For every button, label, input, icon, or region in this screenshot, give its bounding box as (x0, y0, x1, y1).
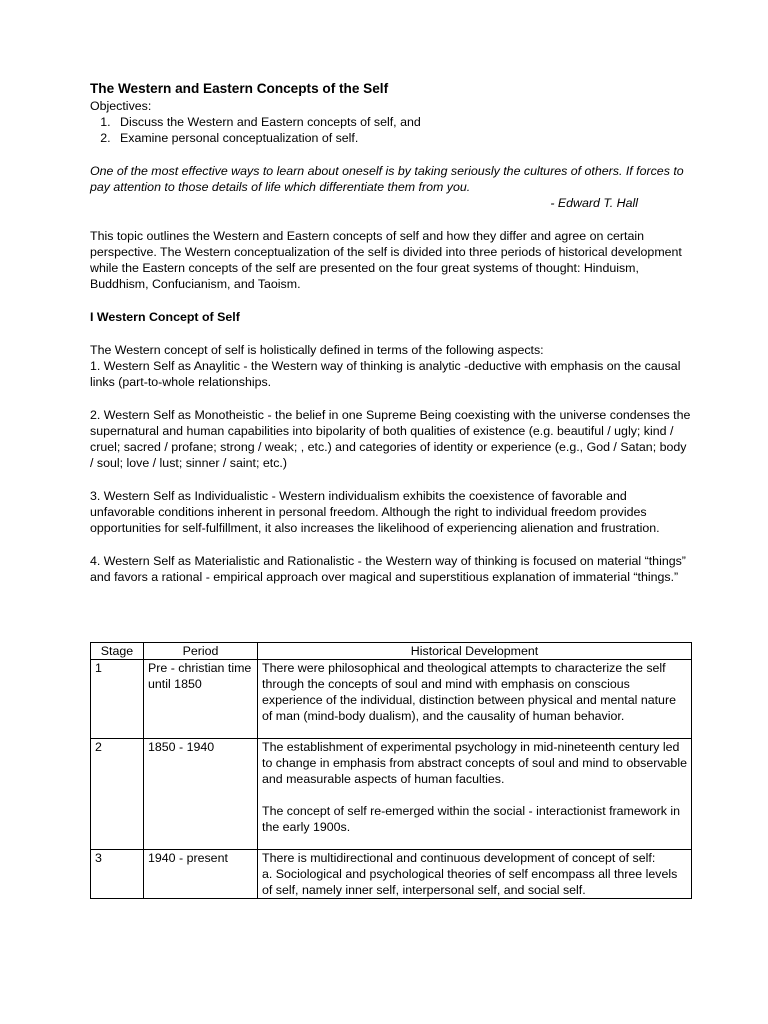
development-cell (258, 660, 692, 739)
column-header-period: Period (144, 643, 258, 660)
objectives-label: Objectives: (90, 99, 152, 113)
objective-item: 2. Examine personal conceptualization of self. (114, 130, 692, 146)
aspect-paragraph: 2. Western Self as Monotheistic - the belief in one Supreme Being coexisting with the universe condenses the supernatural and human capabilities into bipolarity of both qualities of existence (e.g. beautiful / ugly; kind / cruel; sacred / profane; strong / weak; , etc.) and categories of identity or experience (e.g., God / Satan; body / soul; love / lust; sinner / saint; etc.) (90, 408, 691, 470)
development-text: There were philosophical and theological attempts to characterize the self through the concepts of soul and mind with emphasis on conscious experience of the individual, distinction between physical and mental nature of man (mind-body dualism), and the causality of human behavior. (262, 661, 676, 723)
table-header-row (91, 643, 692, 660)
document-page (90, 80, 692, 897)
development-text: There is multidirectional and continuous development of concept of self: (262, 851, 656, 865)
development-text: a. Sociological and psychological theories of self encompass all three levels of self, namely inner self, interpersonal self, and social self. (262, 867, 678, 897)
table-row (91, 850, 692, 899)
aspect-paragraph: 1. Western Self as Anaylitic - the Western way of thinking is analytic -deductive with emphasis on the causal links (part-to-whole relationships. (90, 359, 681, 389)
section-intro: The Western concept of self is holistically defined in terms of the following aspects: (90, 343, 544, 357)
development-text: The establishment of experimental psychology in mid-nineteenth century led to change in emphasis from abstract concepts of soul and mind to observable and measurable aspects of human faculties. (262, 740, 687, 786)
table-row (91, 660, 692, 739)
aspect-paragraph: 3. Western Self as Individualistic - Western individualism exhibits the coexistence of favorable and unfavorable conditions inherent in personal freedom. Although the right to individual freedom provides opportunities for self-fulfillment, it also increases the likelihood of experiencing alienation and frustration. (90, 489, 660, 535)
stage-cell: 1 (91, 660, 144, 739)
development-cell (258, 739, 692, 850)
period-cell: Pre - christian time until 1850 (144, 660, 258, 739)
cell-spacer (262, 787, 687, 803)
section-heading: I Western Concept of Self (90, 310, 240, 324)
quote-text: One of the most effective ways to learn about oneself is by taking seriously the cultures of others. If forces to pay attention to those details of life which differentiate them from you. (90, 164, 684, 194)
period-cell: 1940 - present (144, 850, 258, 899)
stage-cell: 3 (91, 850, 144, 899)
column-header-development: Historical Development (258, 643, 692, 660)
development-cell (258, 850, 692, 899)
stage-cell: 2 (91, 739, 144, 850)
intro-paragraph: This topic outlines the Western and Eastern concepts of self and how they differ and agree on certain perspective. The Western conceptualization of the self is divided into three periods of historical development while the Eastern concepts of the self are presented on the four great systems of thought: Hinduism, Buddhism, Confucianism, and Taoism. (90, 229, 682, 291)
period-cell: 1850 - 1940 (144, 739, 258, 850)
page-title: The Western and Eastern Concepts of the Self (90, 81, 389, 96)
development-text: The concept of self re-emerged within the social - interactionist framework in the early 1900s. (262, 804, 681, 834)
aspect-paragraph: 4. Western Self as Materialistic and Rationalistic - the Western way of thinking is focused on material “things” and favors a rational - empirical approach over magical and superstitious explanation of immaterial “things.” (90, 554, 686, 584)
table-row (91, 739, 692, 850)
objectives-list (90, 114, 692, 146)
quote-author: - Edward T. Hall (550, 196, 638, 210)
objective-item: 1. Discuss the Western and Eastern concepts of self, and (114, 114, 692, 130)
column-header-stage: Stage (91, 643, 144, 660)
history-table (90, 642, 692, 899)
